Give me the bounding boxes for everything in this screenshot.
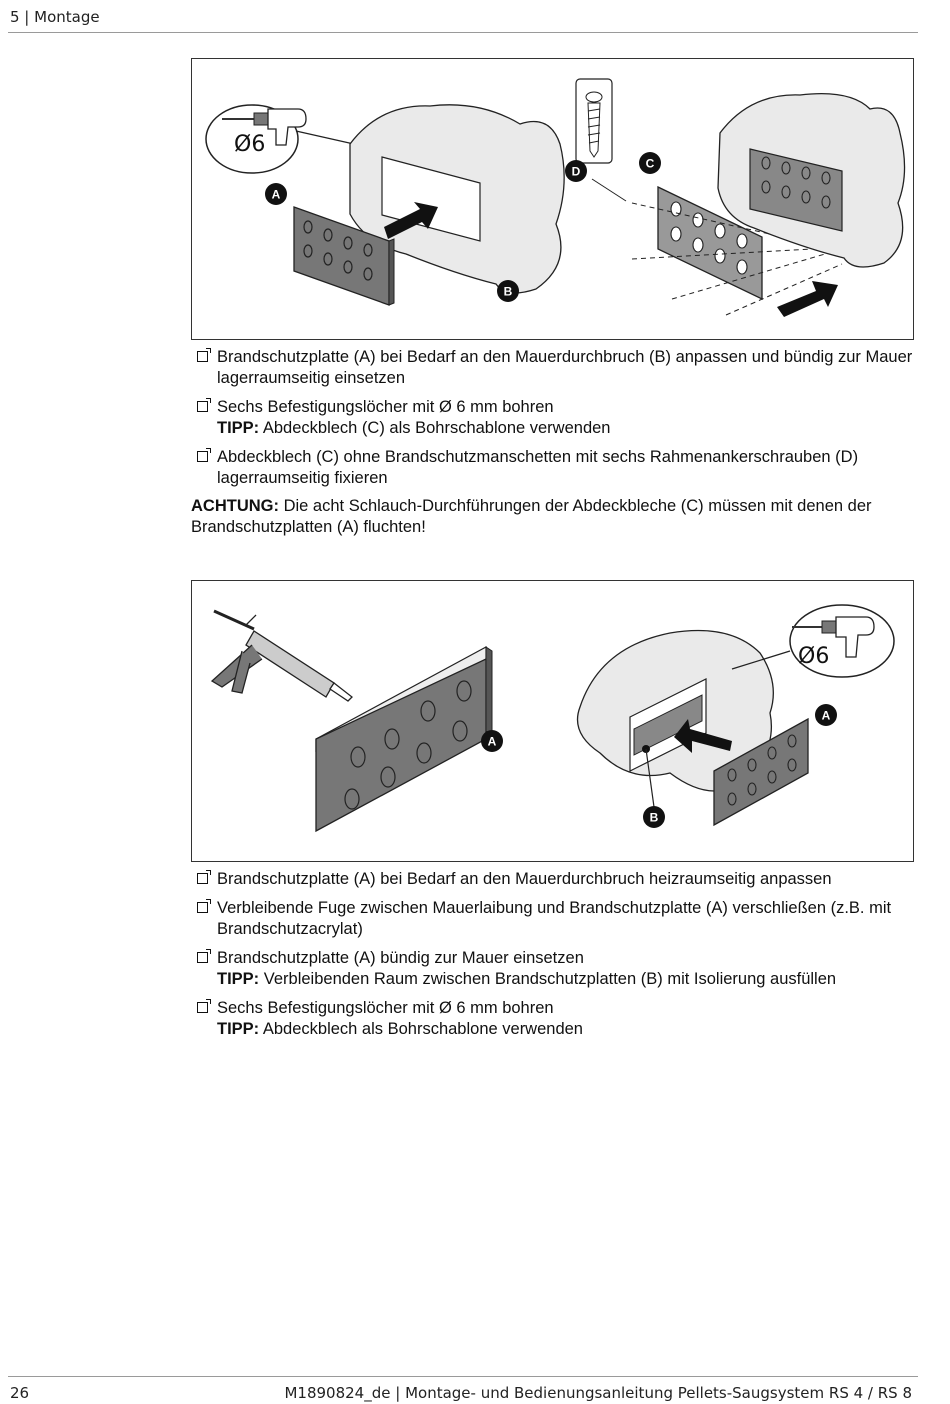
header-divider xyxy=(8,32,918,33)
list-item xyxy=(195,948,915,990)
tip-label: TIPP: xyxy=(217,1020,260,1038)
step-text: Abdeckblech (C) ohne Brandschutzmanschetten mit sechs Rahmenankerschrauben (D) lagerraumseitig fixieren xyxy=(217,448,859,487)
tip-text: Abdeckblech (C) als Bohrschablone verwenden xyxy=(262,419,611,437)
checkbox-bullet-icon xyxy=(197,451,208,462)
caulking-gun-icon xyxy=(212,611,352,701)
list-item xyxy=(195,869,915,890)
tip-text: Verbleibenden Raum zwischen Brandschutzplatten (B) mit Isolierung ausfüllen xyxy=(263,970,837,988)
tip-text: Abdeckblech als Bohrschablone verwenden xyxy=(262,1020,583,1038)
list-item xyxy=(195,447,915,489)
list-item xyxy=(195,898,915,940)
list-item xyxy=(195,998,915,1040)
step-text: Brandschutzplatte (A) bei Bedarf an den Mauerdurchbruch heizraumseitig anpassen xyxy=(217,870,832,888)
step-text: Verbleibende Fuge zwischen Mauerlaibung und Brandschutzplatte (A) verschließen (z.B. mit Brandschutzacrylat) xyxy=(217,899,892,938)
drill-diameter-label: Ø6 xyxy=(798,644,830,669)
svg-text:C: C xyxy=(645,156,655,171)
step-text: Sechs Befestigungslöcher mit Ø 6 mm bohren xyxy=(217,398,554,416)
step-text: Sechs Befestigungslöcher mit Ø 6 mm bohren xyxy=(217,999,554,1017)
svg-text:B: B xyxy=(503,284,513,299)
svg-text:B: B xyxy=(649,810,659,825)
instruction-list-boiler-side xyxy=(195,869,915,1048)
svg-text:A: A xyxy=(821,708,831,723)
page-header-section: 5 | Montage xyxy=(10,8,100,26)
page-number: 26 xyxy=(10,1384,30,1402)
warning-label: ACHTUNG: xyxy=(191,497,279,515)
warning-note xyxy=(191,496,921,538)
checkbox-bullet-icon xyxy=(197,902,208,913)
fire-protection-plate-a-sealed xyxy=(316,659,486,831)
checkbox-bullet-icon xyxy=(197,1002,208,1013)
warning-text: Die acht Schlauch-Durchführungen der Abdeckbleche (C) müssen mit denen der Brandschutzplatten (A) fluchten! xyxy=(191,497,872,536)
tip-label: TIPP: xyxy=(217,970,260,988)
checkbox-bullet-icon xyxy=(197,401,208,412)
step-text: Brandschutzplatte (A) bündig zur Mauer einsetzen xyxy=(217,949,584,967)
list-item xyxy=(195,397,915,439)
figure2-illustration xyxy=(192,581,913,861)
tip-label: TIPP: xyxy=(217,419,260,437)
drill-diameter-label: Ø6 xyxy=(234,132,266,157)
step-text: Brandschutzplatte (A) bei Bedarf an den Mauerdurchbruch (B) anpassen und bündig zur Mauer lagerraumseitig einsetzen xyxy=(217,348,913,387)
installation-figure-storage-side xyxy=(191,58,914,340)
footer-divider xyxy=(8,1376,918,1377)
insert-arrow-right xyxy=(777,281,838,317)
checkbox-bullet-icon xyxy=(197,952,208,963)
installation-figure-boiler-side xyxy=(191,580,914,862)
svg-text:A: A xyxy=(487,734,497,749)
figure1-illustration xyxy=(192,59,913,339)
svg-text:A: A xyxy=(271,187,281,202)
instruction-list-storage-side xyxy=(195,347,915,497)
checkbox-bullet-icon xyxy=(197,351,208,362)
list-item xyxy=(195,347,915,389)
document-title: M1890824_de | Montage- und Bedienungsanleitung Pellets-Saugsystem RS 4 / RS 8 xyxy=(284,1384,912,1402)
svg-text:D: D xyxy=(571,164,581,179)
checkbox-bullet-icon xyxy=(197,873,208,884)
